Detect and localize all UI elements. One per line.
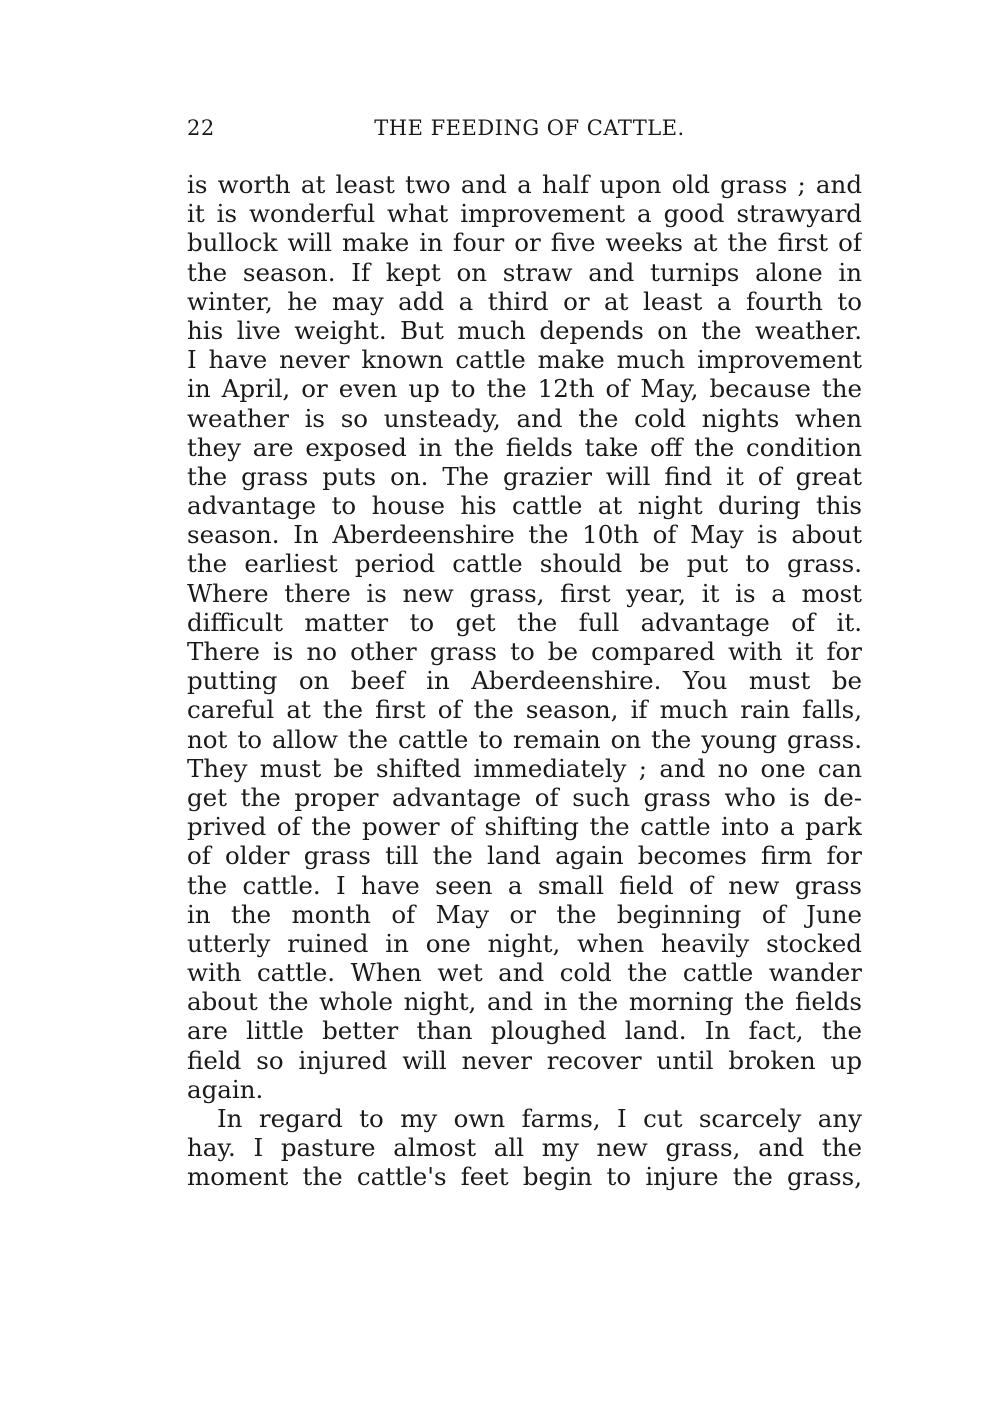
text-line: careful at the first of the season, if much rain falls,	[187, 695, 862, 725]
text-line: they are exposed in the fields take off the condition	[187, 432, 862, 462]
page-number: 22	[187, 116, 215, 140]
text-line: not to allow the cattle to remain on the young grass.	[187, 724, 862, 754]
text-line: I have never known cattle make much improvement	[187, 345, 862, 375]
text-line: are little better than ploughed land. In fact, the	[187, 1016, 862, 1046]
text-line: about the whole night, and in the morning the fields	[187, 987, 862, 1017]
text-line: field so injured will never recover until broken up	[187, 1045, 862, 1075]
text-line: bullock will make in four or five weeks at the first of	[187, 228, 862, 258]
text-line: the earliest period cattle should be put to grass.	[187, 549, 862, 579]
text-line: They must be shifted immediately ; and no one can	[187, 753, 862, 783]
text-line: the cattle. I have seen a small field of new grass	[187, 870, 862, 900]
text-line: in April, or even up to the 12th of May, because the	[187, 374, 862, 404]
text-line: weather is so unsteady, and the cold nights when	[187, 403, 862, 433]
body-text	[187, 170, 862, 1192]
running-head	[187, 116, 862, 146]
text-line: again.	[187, 1074, 264, 1104]
text-line: get the proper advantage of such grass who is de-	[187, 782, 862, 812]
text-line: prived of the power of shifting the cattle into a park	[187, 812, 862, 842]
text-line: the season. If kept on straw and turnips alone in	[187, 257, 862, 287]
text-line: it is wonderful what improvement a good strawyard	[187, 199, 862, 229]
text-line: Where there is new grass, first year, it is a most	[187, 578, 862, 608]
text-line: putting on beef in Aberdeenshire. You must be	[187, 666, 862, 696]
text-line: in the month of May or the beginning of June	[187, 899, 862, 929]
text-line: utterly ruined in one night, when heavily stocked	[187, 928, 862, 958]
text-line: winter, he may add a third or at least a fourth to	[187, 286, 862, 316]
text-line: season. In Aberdeenshire the 10th of May is about	[187, 520, 862, 550]
text-line: hay. I pasture almost all my new grass, and the	[187, 1133, 862, 1163]
text-line: of older grass till the land again becomes firm for	[187, 841, 862, 871]
text-line: is worth at least two and a half upon old grass ; and	[187, 170, 862, 199]
paragraph-start-line: In regard to my own farms, I cut scarcely any	[217, 1104, 862, 1133]
text-line: moment the cattle's feet begin to injure the grass,	[187, 1162, 862, 1192]
text-line: the grass puts on. The grazier will find it of great	[187, 461, 862, 491]
text-line: There is no other grass to be compared with it for	[187, 637, 862, 666]
text-line: advantage to house his cattle at night during this	[187, 491, 862, 521]
running-title: THE FEEDING OF CATTLE.	[374, 116, 685, 140]
text-line: with cattle. When wet and cold the cattle wander	[187, 958, 862, 988]
text-line: his live weight. But much depends on the weather.	[187, 315, 862, 345]
text-line: difficult matter to get the full advantage of it.	[187, 607, 862, 637]
